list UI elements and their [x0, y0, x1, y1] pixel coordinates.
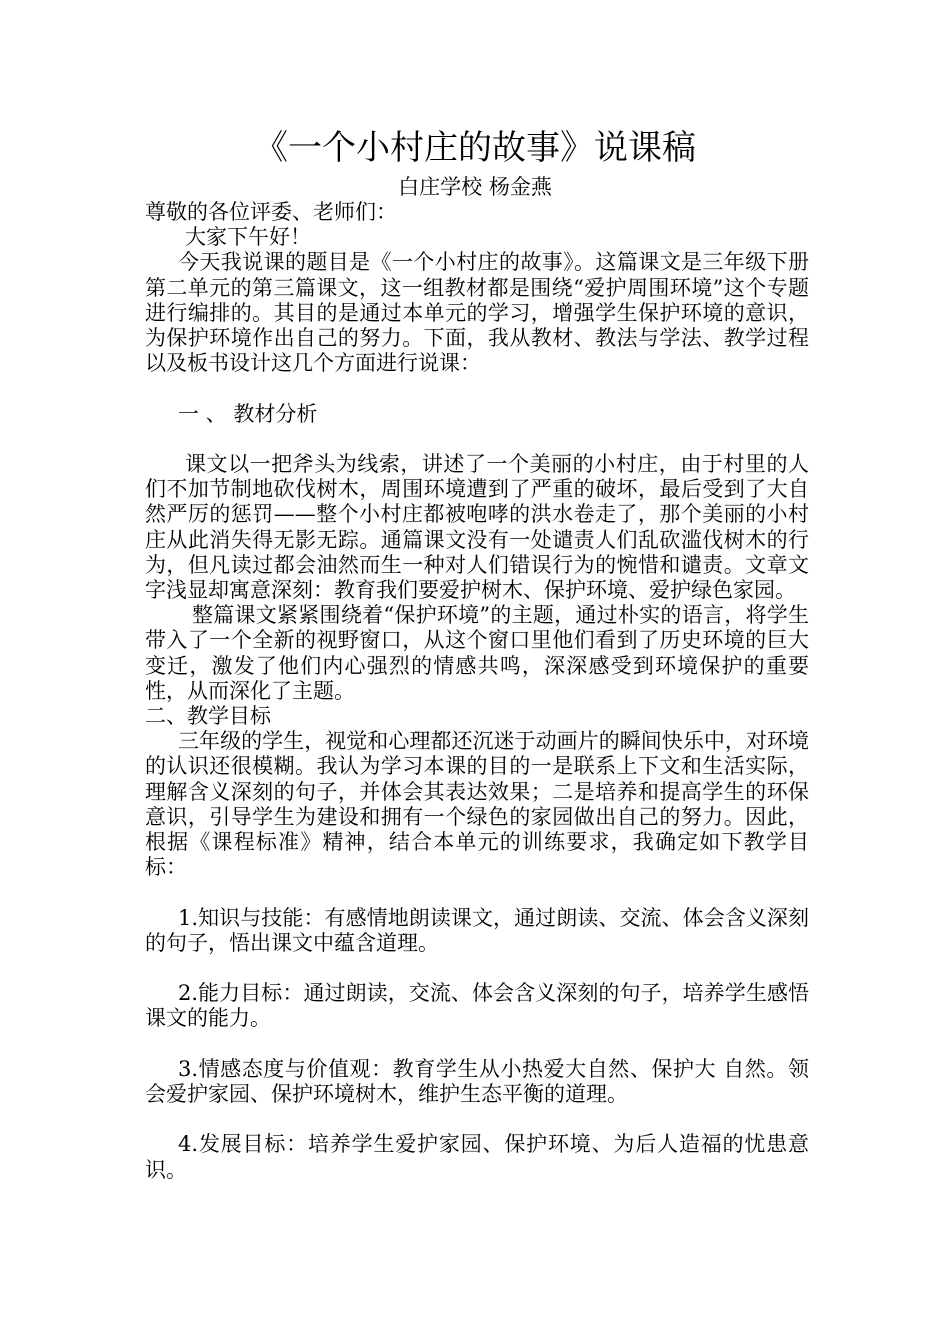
blank-line — [145, 427, 809, 452]
materials-paragraph-2: 整篇课文紧紧围绕着“保护环境”的主题，通过朴实的语言，将学生带入了一个全新的视野窗口，从这个窗口里他们看到了历史环境的巨大变迁，激发了他们内心强烈的情感共鸣，深深感受到环境保护的重要性，从而深化了主题。 — [145, 603, 809, 703]
goal-item-3: 3.情感态度与价值观：教育学生从小热爱大自然、保护大 自然。领会爱护家园、保护环境树木，维护生态平衡的道理。 — [145, 1056, 809, 1107]
goal-item-4: 4.发展目标：培养学生爱护家园、保护环境、为后人造福的忧患意识。 — [145, 1132, 809, 1182]
blank-line — [145, 956, 809, 981]
intro-paragraph: 今天我说课的题目是《一个小村庄的故事》。这篇课文是三年级下册第二单元的第三篇课文，这一组教材都是围绕“爱护周围环境”这个专题进行编排的。其目的是通过本单元的学习，增强学生保护环境的意识，为保护环境作出自己的努力。下面，我从教材、教法与学法、教学过程以及板书设计这几个方面进行说课： — [145, 250, 809, 376]
document-title: 《一个小村庄的故事》说课稿 — [254, 128, 696, 168]
blank-line — [145, 1032, 809, 1057]
goal-item-1: 1.知识与技能：有感情地朗读课文，通过朗读、交流、体会含义深刻的句子，悟出课文中蕴含道理。 — [145, 905, 809, 955]
blank-line — [145, 880, 809, 905]
section-heading-materials: 一 、 教材分析 — [178, 401, 318, 426]
goal-item-2: 2.能力目标：通过朗读，交流、体会含义深刻的句子，培养学生感悟课文的能力。 — [145, 981, 809, 1031]
blank-line — [145, 376, 809, 401]
document-body — [145, 200, 809, 1183]
salutation: 尊敬的各位评委、老师们： — [145, 200, 397, 224]
greeting: 大家下午好！ — [185, 225, 311, 250]
blank-line — [145, 1107, 809, 1132]
materials-paragraph-1: 课文以一把斧头为线索，讲述了一个美丽的小村庄，由于村里的人们不加节制地砍伐树木，周围环境遭到了严重的破坏，最后受到了大自然严厉的惩罚——整个小村庄都被咆哮的洪水卷走了，那个美丽的小村庄从此消失得无影无踪。通篇课文没有一处谴责人们乱砍滥伐树木的行为，但凡读过都会油然而生一种对人们错误行为的惋惜和谴责。文章文字浅显却寓意深刻：教育我们要爱护树木、保护环境、爱护绿色家园。 — [145, 452, 809, 603]
author-line: 白庄学校 杨金燕 — [398, 175, 552, 199]
section-heading-goals: 二、教学目标 — [145, 704, 271, 729]
goals-paragraph: 三年级的学生，视觉和心理都还沉迷于动画片的瞬间快乐中，对环境的认识还很模糊。我认为学习本课的目的一是联系上下文和生活实际，理解含义深刻的句子，并体会其表达效果；二是培养和提高学生的环保意识，引导学生为建设和拥有一个绿色的家园做出自己的努力。因此，根据《课程标准》精神，结合本单元的训练要求，我确定如下教学目标： — [145, 729, 809, 880]
